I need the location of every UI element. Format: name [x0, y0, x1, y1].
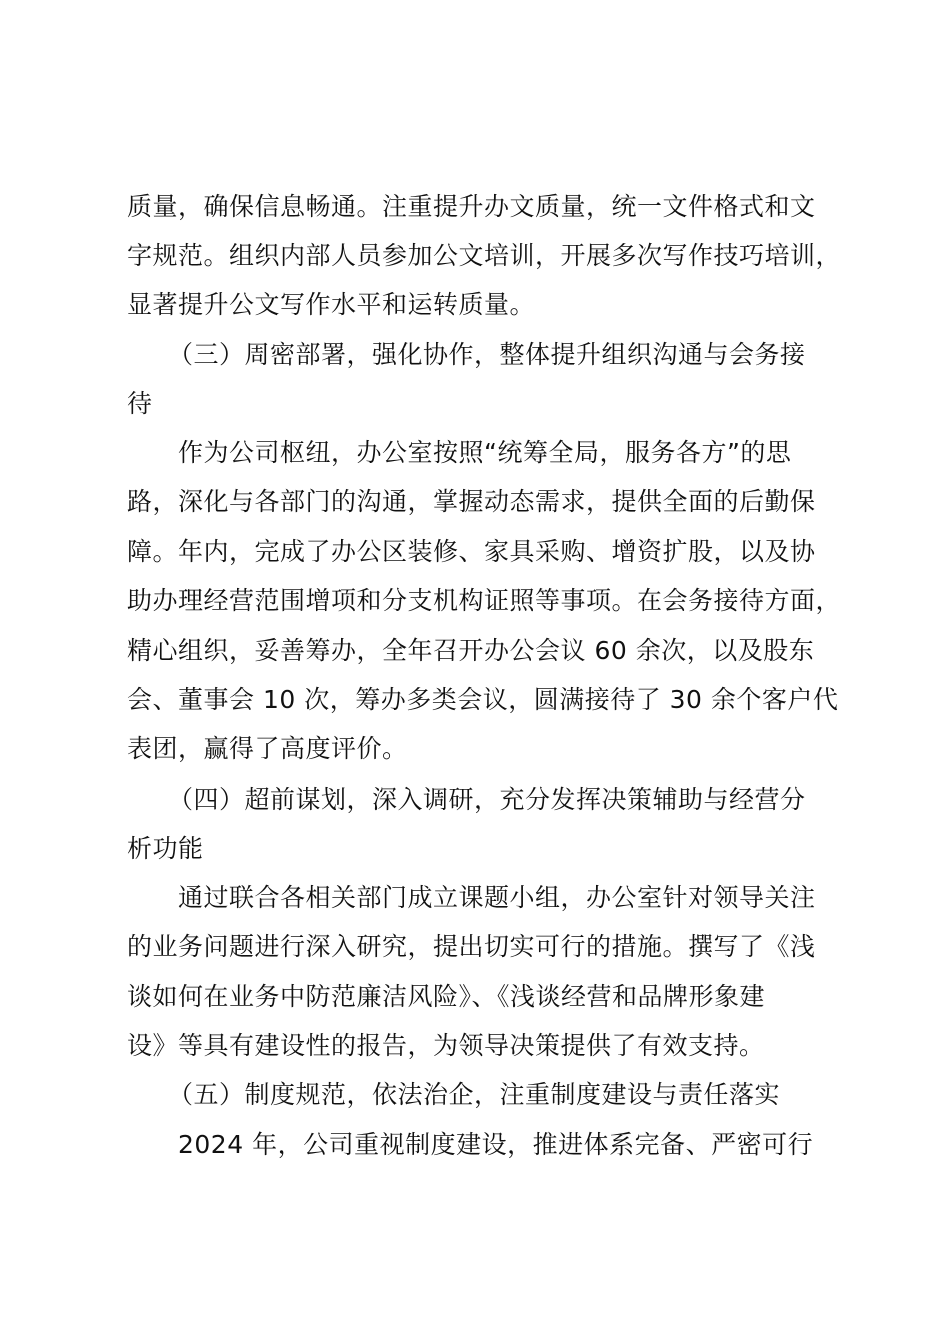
body-text-line: 会、董事会 10 次，筹办多类会议，圆满接待了 30 余个客户代: [127, 685, 839, 714]
body-text-line: 障。年内，完成了办公区装修、家具采购、增资扩股，以及协: [127, 537, 816, 566]
body-text-line: 2024 年，公司重视制度建设，推进体系完备、严密可行: [178, 1130, 814, 1159]
body-text-line: 通过联合各相关部门成立课题小组，办公室针对领导关注: [178, 883, 816, 912]
body-text-line: 路，深化与各部门的沟通，掌握动态需求，提供全面的后勤保: [127, 487, 816, 516]
section-heading-3-cont: 待: [127, 389, 153, 418]
section-heading-4: （四）超前谋划，深入调研，充分发挥决策辅助与经营分: [168, 785, 806, 814]
body-text-line: 字规范。组织内部人员参加公文培训，开展多次写作技巧培训，: [127, 241, 842, 270]
body-text-line: 质量，确保信息畅通。注重提升办文质量，统一文件格式和文: [127, 192, 816, 221]
body-text-line: 作为公司枢纽，办公室按照“统筹全局，服务各方”的思: [178, 438, 792, 467]
body-text-line: 的业务问题进行深入研究，提出切实可行的措施。撰写了《浅: [127, 932, 816, 961]
section-heading-4-cont: 析功能: [127, 834, 204, 863]
body-text-line: 表团，赢得了高度评价。: [127, 734, 408, 763]
body-text-line: 精心组织，妥善筹办，全年召开办公会议 60 余次，以及股东: [127, 636, 815, 665]
body-text-line: 设》等具有建设性的报告，为领导决策提供了有效支持。: [127, 1031, 765, 1060]
body-text-line: 助办理经营范围增项和分支机构证照等事项。在会务接待方面，: [127, 586, 842, 615]
section-heading-5: （五）制度规范，依法治企，注重制度建设与责任落实: [168, 1080, 781, 1109]
body-text-line: 显著提升公文写作水平和运转质量。: [127, 290, 536, 319]
section-heading-3: （三）周密部署，强化协作，整体提升组织沟通与会务接: [168, 340, 806, 369]
body-text-line: 谈如何在业务中防范廉洁风险》、《浅谈经营和品牌形象建: [127, 982, 766, 1011]
